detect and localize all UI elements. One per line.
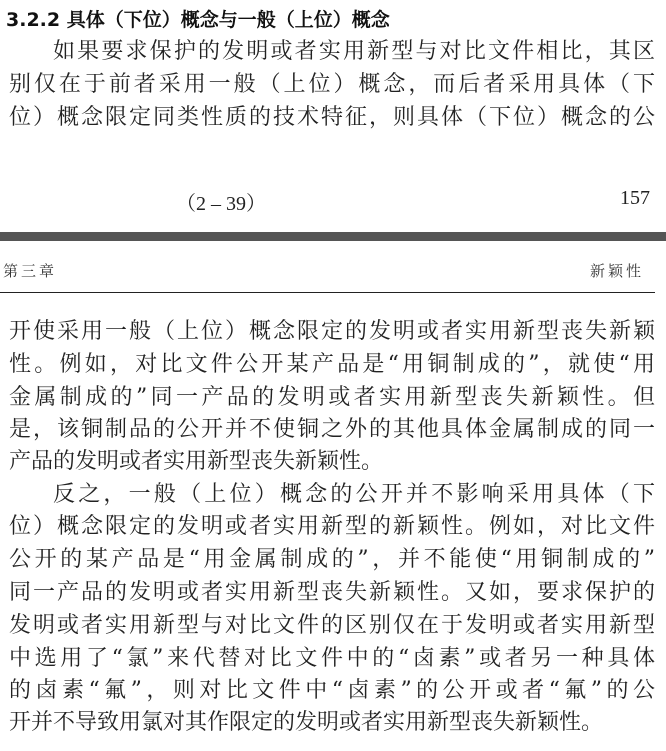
text-line: 反之，一般（上位）概念的公开并不影响采用具体（下 [53, 482, 655, 507]
text-line: 发明或者实用新型与对比文件的区别仅在于发明或者实用新型 [9, 613, 655, 638]
text-line: 是，该铜制品的公开并不使铜之外的其他具体金属制成的同一 [9, 417, 655, 442]
page-divider [0, 232, 666, 241]
text-line: 中选用了“氯”来代替对比文件中的“卤素”或者另一种具体 [9, 646, 655, 671]
text-line: 性。例如，对比文件公开某产品是“用铜制成的”，就使“用 [9, 352, 655, 377]
page-number: 157 [620, 187, 650, 209]
header-rule [0, 292, 655, 293]
text-line: 别仅在于前者采用一般（上位）概念，而后者采用具体（下 [9, 72, 655, 97]
text-line: 金属制成的”同一产品的发明或者实用新型丧失新颖性。但 [9, 385, 655, 410]
text-line: 的卤素“氟”，则对比文件中“卤素”的公开或者“氟”的公 [9, 678, 655, 703]
text-line: 开使采用一般（上位）概念限定的发明或者实用新型丧失新颖 [9, 319, 655, 344]
text-line: 如果要求保护的发明或者实用新型与对比文件相比，其区 [53, 39, 655, 64]
text-line: 产品的发明或者实用新型丧失新颖性。 [9, 449, 384, 474]
text-line: 公开的某产品是“用金属制成的”，并不能使“用铜制成的” [9, 547, 655, 572]
running-head-chapter: 第三章 [3, 262, 58, 280]
text-line: 位）概念限定同类性质的技术特征，则具体（下位）概念的公 [9, 105, 655, 130]
text-line: 同一产品的发明或者实用新型丧失新颖性。又如，要求保护的 [9, 580, 655, 605]
section-heading: 3.2.2 具体（下位）概念与一般（上位）概念 [6, 9, 390, 31]
footer-code: （2 – 39） [176, 193, 266, 215]
running-head-title: 新颖性 [590, 262, 645, 280]
text-line: 位）概念限定的发明或者实用新型的新颖性。例如，对比文件 [9, 514, 655, 539]
text-line: 开并不导致用氯对其作限定的发明或者实用新型丧失新颖性。 [9, 710, 604, 735]
